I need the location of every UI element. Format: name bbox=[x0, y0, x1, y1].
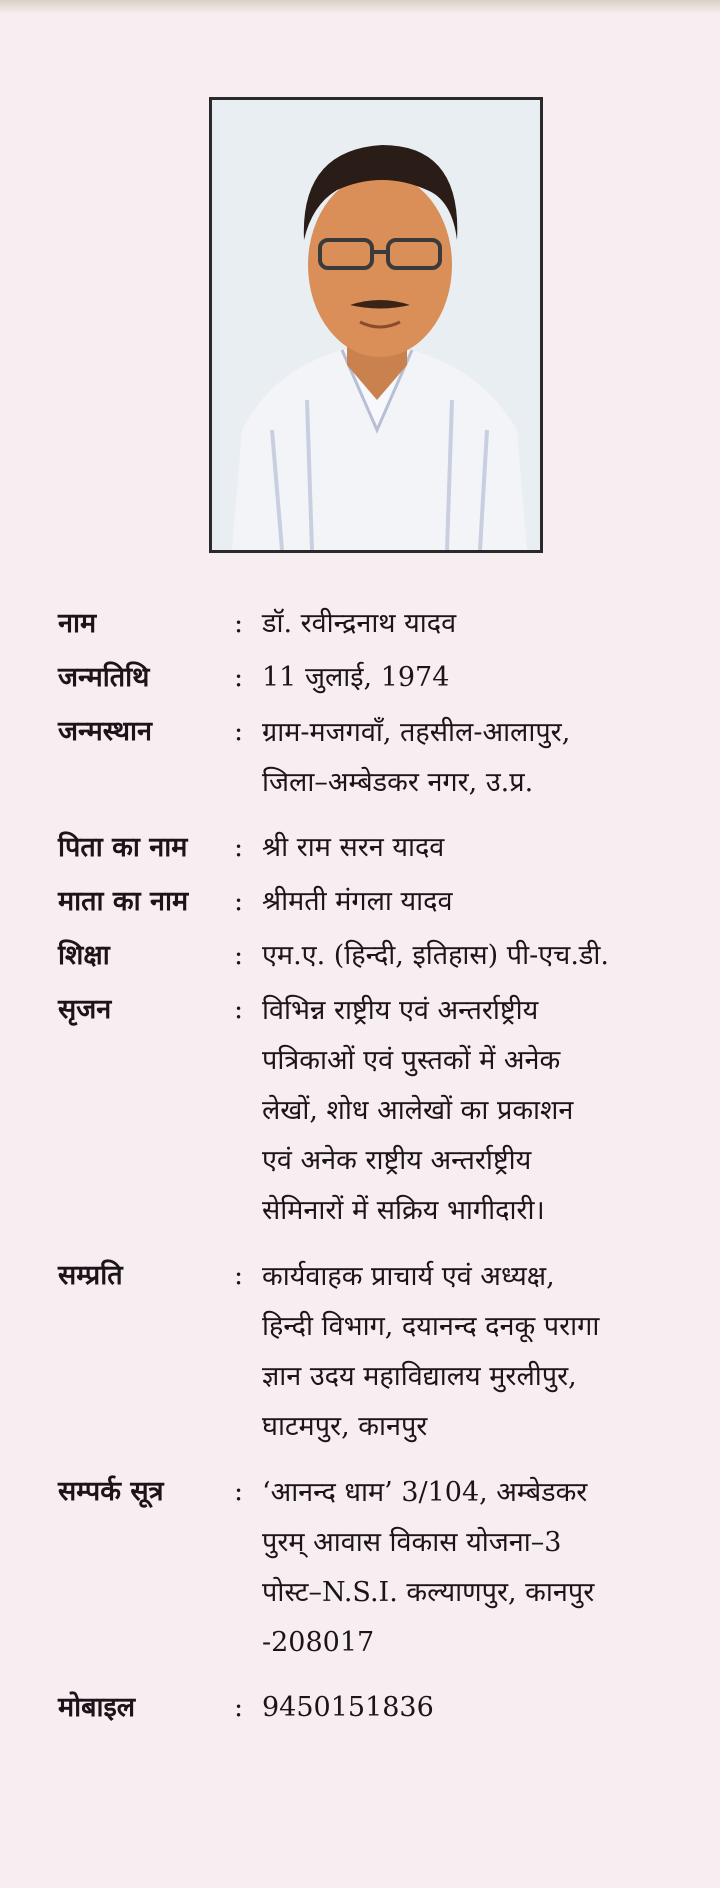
current-label: सम्प्रति bbox=[58, 1260, 123, 1291]
education-label: शिक्षा bbox=[58, 940, 110, 971]
bio-row-mother bbox=[58, 878, 680, 926]
father-label: पिता का नाम bbox=[58, 832, 188, 863]
education-separator: : bbox=[234, 940, 244, 971]
bio-row-mobile bbox=[58, 1684, 680, 1732]
dob-value: 11 जुलाई, 1974 bbox=[262, 662, 450, 693]
bio-row-name bbox=[58, 600, 680, 648]
contact-separator: : bbox=[234, 1476, 244, 1507]
birthplace-label: जन्मस्थान bbox=[58, 716, 152, 747]
bio-row-creation bbox=[58, 986, 680, 1236]
father-value: श्री राम सरन यादव bbox=[262, 832, 445, 863]
mother-value: श्रीमती मंगला यादव bbox=[262, 886, 453, 917]
creation-value: विभिन्न राष्ट्रीय एवं अन्तर्राष्ट्रीय पत्रिकाओं एवं पुस्तकों में अनेक लेखों, शोध आलेखों का प्रकाशन एवं अनेक राष्ट्रीय अन्तर्राष्ट्रीय सेमिनारों में सक्रिय भागीदारी। bbox=[262, 995, 574, 1226]
dob-separator: : bbox=[234, 662, 244, 693]
bio-row-dob bbox=[58, 654, 680, 702]
portrait-image bbox=[212, 100, 540, 550]
dob-label: जन्मतिथि bbox=[58, 662, 150, 693]
birthplace-separator: : bbox=[234, 716, 244, 747]
education-value: एम.ए. (हिन्दी, इतिहास) पी-एच.डी. bbox=[262, 940, 609, 971]
page-edge bbox=[0, 0, 720, 14]
mobile-label: मोबाइल bbox=[58, 1692, 136, 1723]
name-separator: : bbox=[234, 608, 244, 639]
bio-details bbox=[58, 600, 680, 1732]
bio-row-current bbox=[58, 1252, 680, 1452]
current-value: कार्यवाहक प्राचार्य एवं अध्यक्ष, हिन्दी विभाग, दयानन्द दनकू परागा ज्ञान उदय महाविद्यालय मुरलीपुर, घाटमपुर, कानपुर bbox=[262, 1261, 600, 1442]
author-photo bbox=[209, 97, 543, 553]
current-separator: : bbox=[234, 1260, 244, 1291]
mobile-value: 9450151836 bbox=[262, 1692, 434, 1723]
mobile-separator: : bbox=[234, 1692, 244, 1723]
name-label: नाम bbox=[58, 608, 97, 639]
creation-separator: : bbox=[234, 994, 244, 1025]
bio-row-birthplace bbox=[58, 708, 680, 808]
mother-label: माता का नाम bbox=[58, 886, 189, 917]
bio-row-father bbox=[58, 824, 680, 872]
birthplace-value: ग्राम-मजगवाँ, तहसील-आलापुर, जिला–अम्बेडकर नगर, उ.प्र. bbox=[262, 717, 571, 798]
creation-label: सृजन bbox=[58, 994, 112, 1025]
bio-row-contact bbox=[58, 1468, 680, 1668]
name-value: डॉ. रवीन्द्रनाथ यादव bbox=[262, 608, 457, 639]
contact-value: ‘आनन्द धाम’ 3/104, अम्बेडकर पुरम् आवास विकास योजना–3 पोस्ट–N.S.I. कल्याणपुर, कानपुर -208017 bbox=[262, 1477, 595, 1658]
bio-row-education bbox=[58, 932, 680, 980]
mother-separator: : bbox=[234, 886, 244, 917]
father-separator: : bbox=[234, 832, 244, 863]
contact-label: सम्पर्क सूत्र bbox=[58, 1476, 164, 1507]
